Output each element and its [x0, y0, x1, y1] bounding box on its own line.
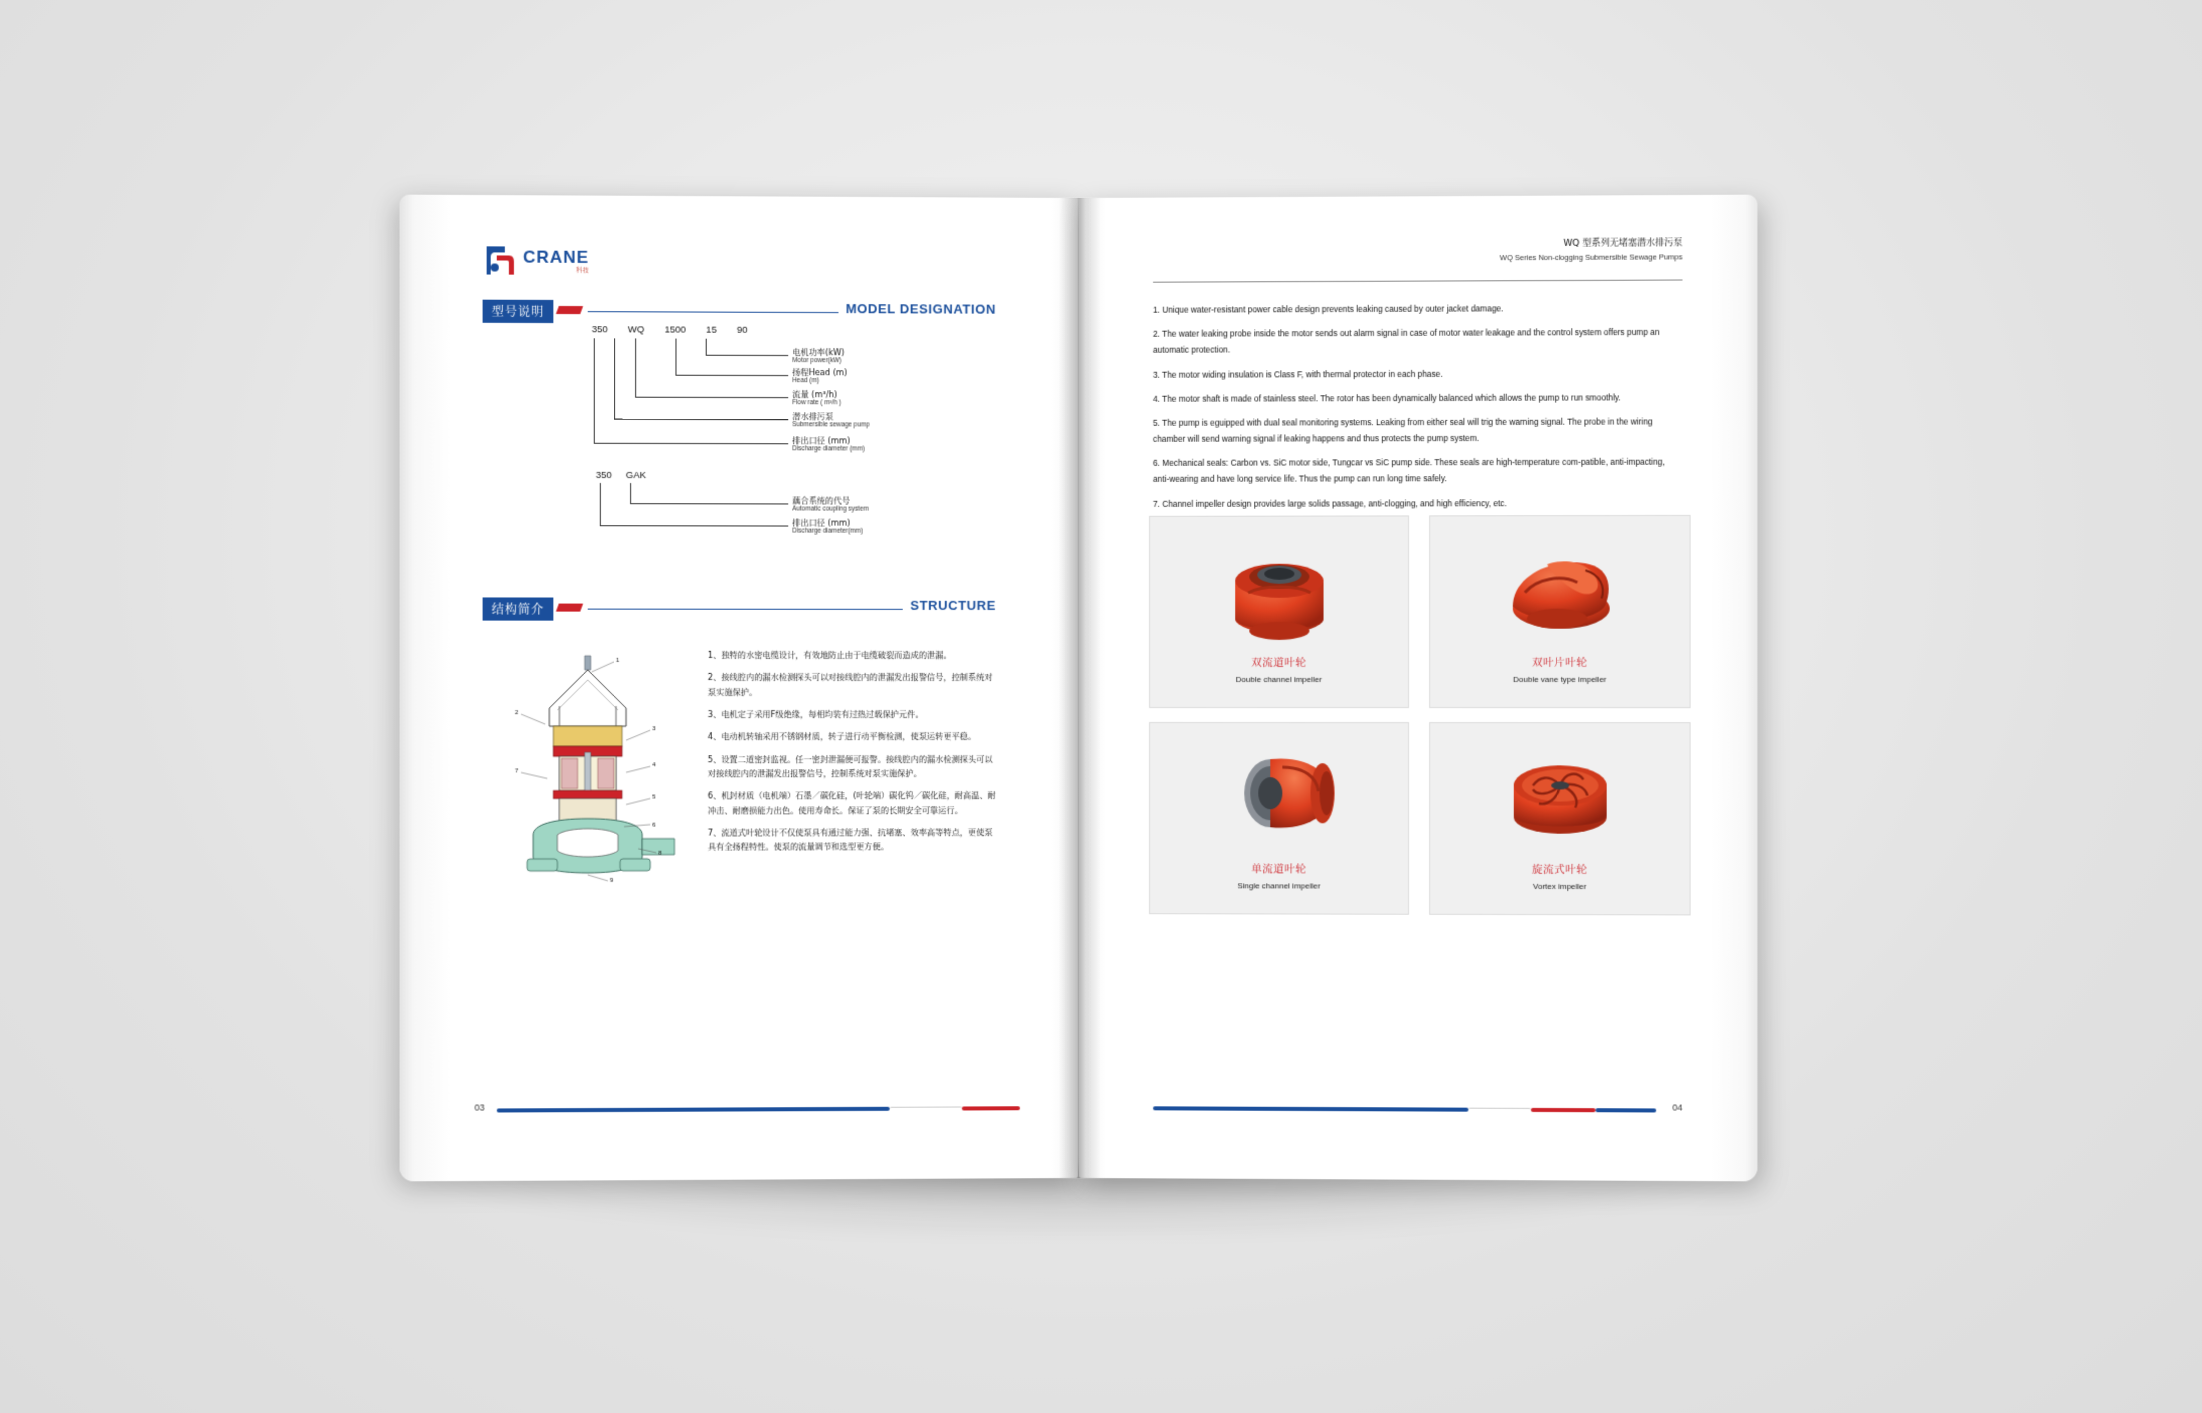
- structure-paragraph: 1、独特的水密电缆设计，有效地防止由于电缆破裂而造成的泄漏。: [707, 649, 952, 660]
- left-page: [400, 195, 1078, 1182]
- running-head-en: WQ Series Non-clogging Submersible Sewage Pumps: [1499, 251, 1683, 262]
- header-rule: [1153, 280, 1682, 283]
- footer-bar-red: [1531, 1108, 1596, 1112]
- model-label: [792, 495, 868, 513]
- double-channel-impeller-photo: [1150, 522, 1408, 651]
- leader-line: [600, 483, 601, 525]
- pump-cutaway-diagram: [487, 648, 694, 884]
- label-cn: 排出口径 (mm): [792, 517, 851, 528]
- section-title-cn: 结构简介: [483, 597, 554, 620]
- svg-text:8: 8: [658, 850, 662, 857]
- model-code-bottom: [596, 470, 646, 481]
- model-label: [792, 367, 847, 385]
- label-en: Head (m): [792, 377, 820, 385]
- label-cn: 潜水排污泵: [792, 411, 834, 422]
- leader-line: [614, 419, 788, 420]
- code-segment: 1500: [664, 324, 686, 336]
- footer-bar-blue: [1153, 1106, 1468, 1111]
- product-card: [1429, 722, 1690, 915]
- footer-bar-blue2: [1596, 1108, 1657, 1112]
- leader-line: [594, 338, 595, 443]
- model-label: [792, 389, 841, 407]
- feature-item: 1. Unique water-resistant power cable design prevents leaking caused by outer jacket damage.: [1153, 303, 1504, 315]
- model-code-top: [592, 324, 748, 336]
- crane-logo-icon: [483, 243, 517, 277]
- footer-bar-blue: [497, 1107, 890, 1113]
- leader-line: [630, 503, 788, 504]
- accent-bar-red: [556, 306, 583, 314]
- label-en: Submersible sewage pump: [792, 421, 870, 429]
- product-title-cn: 单流道叶轮: [1251, 863, 1307, 876]
- product-title-en: Double vane type impeller: [1513, 674, 1607, 684]
- leader-line: [630, 483, 631, 503]
- leader-line: [614, 338, 615, 418]
- leader-line: [706, 355, 789, 356]
- svg-text:2: 2: [514, 710, 519, 717]
- section-title-en: STRUCTURE: [903, 598, 996, 613]
- structure-description: [708, 648, 997, 863]
- footer-bar-white: [1468, 1108, 1531, 1113]
- left-page-footer: [474, 1104, 1003, 1118]
- brand-logo: [483, 243, 590, 278]
- svg-text:6: 6: [652, 822, 656, 829]
- footer-bar-red: [962, 1106, 1020, 1110]
- product-title-cn: 双叶片叶轮: [1531, 656, 1588, 669]
- product-card: [1429, 515, 1690, 708]
- right-page: [1079, 195, 1757, 1182]
- brand-wordmark: [523, 248, 589, 273]
- section-heading-model-designation: [483, 300, 996, 324]
- code-segment: 350: [591, 324, 608, 336]
- code-segment: 90: [736, 324, 748, 336]
- model-label: [792, 435, 864, 453]
- section-title-en: MODEL DESIGNATION: [839, 301, 996, 317]
- feature-item: 6. Mechanical seals: Carbon vs. SiC motor side, Tungcar vs SiC pump side. These seals are high-temperature com-patible, anti-impacting, anti-wearing and have long service life. Thus the pump can run long time safely.: [1153, 456, 1665, 485]
- label-cn: 流量 (m³/h): [792, 389, 838, 400]
- section-heading-structure: [483, 597, 996, 619]
- running-head: [1500, 237, 1683, 263]
- leader-line: [635, 338, 636, 396]
- leader-line: [635, 397, 788, 398]
- structure-paragraph: 4、电动机转轴采用不锈钢材质，转子进行动平衡检测，使泵运转更平稳。: [707, 731, 977, 742]
- structure-paragraph: 5、设置二道密封监视。任一密封泄漏便可报警。接线腔内的漏水检测探头可以对接线腔内的泄漏发出报警信号，控制系统对泵实施保护。: [707, 753, 993, 779]
- leader-line: [675, 375, 788, 376]
- svg-text:9: 9: [609, 877, 614, 884]
- svg-text:3: 3: [652, 726, 656, 733]
- product-gallery: [1149, 515, 1691, 915]
- page-number: 04: [1672, 1102, 1683, 1113]
- label-en: Discharge diameter (mm): [792, 445, 865, 453]
- right-page-footer: [1153, 1104, 1682, 1118]
- leader-line: [675, 339, 676, 375]
- structure-paragraph: 2、接线腔内的漏水检测探头可以对接线腔内的泄漏发出报警信号，控制系统对泵实施保护。: [707, 672, 993, 697]
- code-segment: 15: [706, 324, 717, 336]
- svg-text:5: 5: [652, 794, 656, 801]
- section-title-cn: 型号说明: [483, 300, 554, 323]
- brand-subtitle: 科技: [576, 267, 590, 274]
- product-title-cn: 双流道叶轮: [1251, 656, 1307, 669]
- structure-paragraph: 7、流道式叶轮设计不仅使泵具有通过能力强、抗堵塞、效率高等特点，更使泵具有全扬程特性。使泵的流量调节和选型更方便。: [707, 827, 993, 853]
- svg-text:4: 4: [652, 762, 656, 769]
- product-card: [1149, 515, 1409, 708]
- leader-line: [706, 339, 707, 355]
- label-cn: 电机功率(kW): [792, 347, 845, 358]
- page-number: 03: [474, 1102, 485, 1113]
- accent-bar-red: [556, 604, 583, 612]
- label-en: Flow rate ( m³/h ): [792, 399, 842, 407]
- svg-text:1: 1: [615, 657, 620, 664]
- product-card: [1149, 722, 1409, 915]
- single-channel-impeller-photo: [1150, 729, 1408, 858]
- running-head-cn: WQ 型系列无堵塞潜水排污泵: [1563, 238, 1683, 249]
- feature-item: 7. Channel impeller design provides large solids passage, anti-clogging, and high efficiency, etc.: [1153, 497, 1507, 509]
- feature-item: 4. The motor shaft is made of stainless steel. The rotor has been dynamically balanced which allows the pump to run smoothly.: [1153, 392, 1621, 404]
- label-cn: 藕合系统的代号: [792, 495, 850, 506]
- leader-line: [594, 443, 788, 444]
- vortex-impeller-photo: [1430, 729, 1689, 858]
- leader-line: [600, 525, 788, 526]
- code-segment: GAK: [625, 470, 647, 482]
- label-en: Automatic coupling system: [792, 505, 869, 513]
- code-segment: 350: [595, 469, 612, 482]
- footer-bar-white: [890, 1106, 962, 1111]
- label-en: Motor power(kW): [792, 357, 842, 365]
- structure-paragraph: 6、机封材质（电机端）石墨／碳化硅，(叶轮端）碳化钨／碳化硅，耐高温、耐冲击、耐磨损能力出色。使用寿命长。保证了泵的长期安全可靠运行。: [707, 790, 996, 816]
- feature-item: 3. The motor widing insulation is Class F, with thermal protector in each phase.: [1153, 368, 1443, 380]
- model-label: [792, 347, 844, 365]
- model-label: [792, 411, 869, 430]
- label-cn: 扬程Head (m): [792, 367, 848, 378]
- model-label: [792, 518, 863, 536]
- feature-list: [1153, 300, 1682, 520]
- product-title-cn: 旋流式叶轮: [1531, 863, 1588, 876]
- label-en: Discharge diameter(mm): [792, 527, 863, 535]
- product-title-en: Vortex impeller: [1532, 881, 1587, 892]
- model-designation-diagram: [483, 324, 998, 556]
- product-title-en: Double channel impeller: [1235, 674, 1322, 684]
- structure-paragraph: 3、电机定子采用F级绝缘，每相均装有过热过载保护元件。: [707, 709, 924, 720]
- feature-item: 2. The water leaking probe inside the motor sends out alarm signal in case of motor water leakage and the control system offers pump an automatic protection.: [1153, 327, 1660, 356]
- brochure-spread: [404, 198, 1753, 1178]
- brand-name: CRANE: [523, 247, 590, 267]
- feature-item: 5. The pump is eguipped with dual seal monitoring systems. Leaking from either seal will trig the warning signal. The probe in the wiring chamber will send warning signal if leaking happens and thus protects the pump system.: [1153, 416, 1653, 444]
- svg-text:7: 7: [514, 768, 519, 775]
- double-vane-impeller-photo: [1430, 522, 1689, 651]
- code-segment: WQ: [627, 324, 645, 336]
- label-cn: 排出口径 (mm): [792, 435, 851, 446]
- product-title-en: Single channel impeller: [1237, 881, 1321, 891]
